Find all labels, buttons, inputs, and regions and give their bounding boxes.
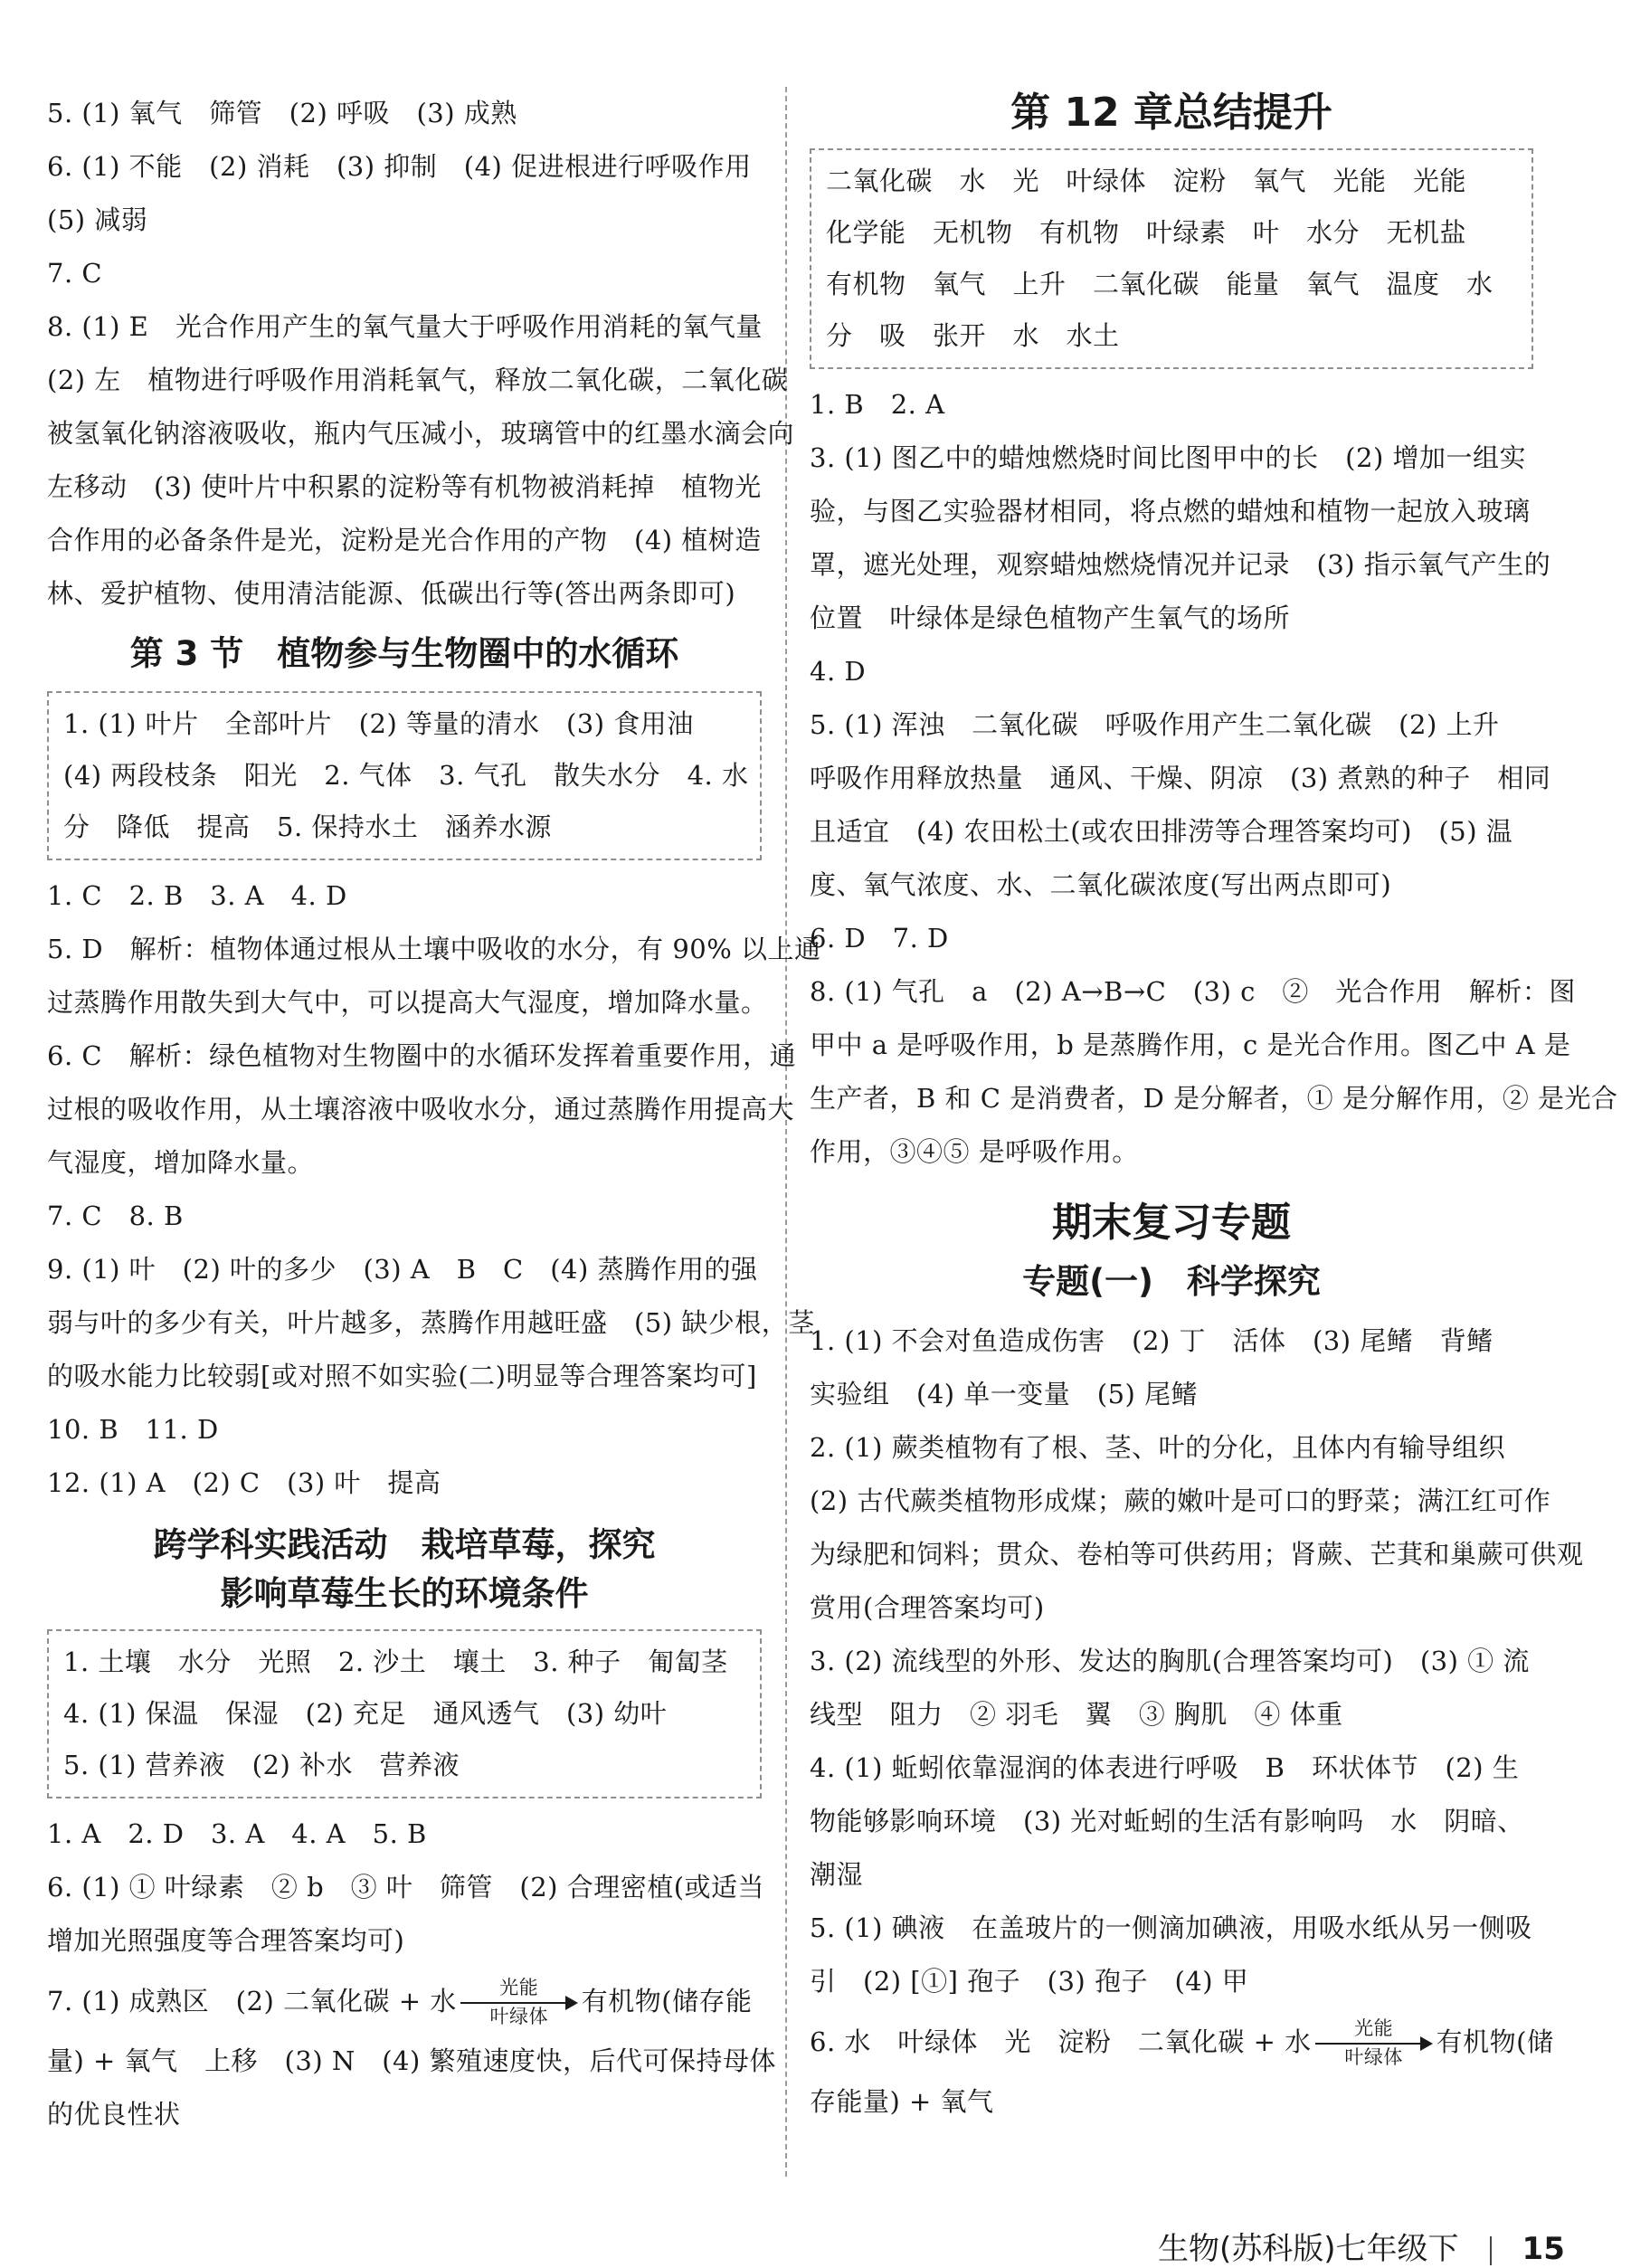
- answer-line: 赏用(合理答案均可): [810, 1592, 1045, 1623]
- practice-title-line1: 跨学科实践活动 栽培草莓，探究: [153, 1525, 656, 1564]
- answer-line: 作用，③④⑤ 是呼吸作用。: [810, 1136, 1139, 1167]
- answer-line: 罩，遮光处理，观察蜡烛燃烧情况并记录 (3) 指示氧气产生的: [810, 549, 1551, 580]
- answer-line: 物能够影响环境 (3) 光对蚯蚓的生活有影响吗 水 阴暗、: [810, 1806, 1524, 1836]
- answer-line: 1. (1) 不会对鱼造成伤害 (2) 丁 活体 (3) 尾鳍 背鳍: [810, 1325, 1494, 1356]
- answer-line: 8. (1) 气孔 a (2) A→B→C (3) c ② 光合作用 解析：图: [810, 976, 1576, 1007]
- box-line: 1. (1) 叶片 全部叶片 (2) 等量的清水 (3) 食用油: [63, 708, 694, 739]
- box-line: 1. 土壤 水分 光照 2. 沙土 壤土 3. 种子 匍匐茎: [63, 1646, 728, 1677]
- answer-line: 林、爱护植物、使用清洁能源、低碳出行等(答出两条即可): [47, 578, 736, 609]
- answer-line: 2. (1) 蕨类植物有了根、茎、叶的分化，且体内有输导组织: [810, 1432, 1506, 1463]
- answer-line: 量) + 氧气 上移 (3) N (4) 繁殖速度快，后代可保持母体: [47, 2045, 777, 2076]
- photosynthesis-arrow: [460, 1977, 578, 2027]
- equation-suffix: 有机物(储: [1436, 2026, 1554, 2057]
- photosynthesis-arrow: [1315, 2017, 1433, 2068]
- answer-line: 左移动 (3) 使叶片中积累的淀粉等有机物被消耗掉 植物光: [47, 471, 762, 502]
- answer-line: 5. (1) 氧气 筛管 (2) 呼吸 (3) 成熟: [47, 98, 517, 128]
- answer-line: 实验组 (4) 单一变量 (5) 尾鳍: [810, 1379, 1199, 1409]
- answer-line: 6. (1) 不能 (2) 消耗 (3) 抑制 (4) 促进根进行呼吸作用: [47, 151, 752, 182]
- answer-line: 1. A 2. D 3. A 4. A 5. B: [47, 1818, 427, 1849]
- answer-line: 弱与叶的多少有关，叶片越多，蒸腾作用越旺盛 (5) 缺少根，茎: [47, 1307, 815, 1338]
- page-footer: [1158, 2224, 1565, 2268]
- answer-line: 且适宜 (4) 农田松土(或农田排涝等合理答案均可) (5) 温: [810, 816, 1513, 847]
- box-line: 二氧化碳 水 光 叶绿体 淀粉 氧气 光能 光能: [826, 166, 1467, 196]
- subject-label: 生物(苏科版)七年级下: [1158, 2231, 1459, 2267]
- equation-prefix: 6. 水 叶绿体 光 淀粉 二氧化碳 + 水: [810, 2026, 1312, 2057]
- practice-title-line2: 影响草莓生长的环境条件: [220, 1574, 589, 1613]
- answer-line: 5. D 解析：植物体通过根从土壤中吸收的水分，有 90% 以上通: [47, 934, 821, 964]
- footer-separator: [1490, 2236, 1492, 2265]
- answer-line: 3. (1) 图乙中的蜡烛燃烧时间比图甲中的长 (2) 增加一组实: [810, 442, 1526, 473]
- answer-line: 过根的吸收作用，从土壤溶液中吸收水分，通过蒸腾作用提高大: [47, 1094, 795, 1125]
- answer-line: 的优良性状: [47, 2099, 181, 2130]
- arrow-bottom-label: 叶绿体: [1344, 2046, 1403, 2068]
- answer-line: 12. (1) A (2) C (3) 叶 提高: [47, 1467, 441, 1498]
- box-line: 4. (1) 保温 保湿 (2) 充足 通风透气 (3) 幼叶: [63, 1698, 668, 1729]
- arrow-shaft: [1315, 2043, 1422, 2045]
- box-line: 化学能 无机物 有机物 叶绿素 叶 水分 无机盐: [826, 217, 1467, 248]
- answer-line: 7. C: [47, 258, 103, 289]
- answer-line: 1. C 2. B 3. A 4. D: [47, 880, 347, 911]
- equation-prefix: 7. (1) 成熟区 (2) 二氧化碳 + 水: [47, 1986, 457, 2017]
- answer-line: 6. C 解析：绿色植物对生物圈中的水循环发挥着重要作用，通: [47, 1040, 797, 1071]
- answer-line: 气湿度，增加降水量。: [47, 1147, 315, 1178]
- right-column: [810, 87, 1618, 2129]
- answer-line: 合作用的必备条件是光，淀粉是光合作用的产物 (4) 植树造: [47, 525, 762, 555]
- answer-line-equation: [810, 2008, 1554, 2075]
- answer-line: 位置 叶绿体是绿色植物产生氧气的场所: [810, 603, 1291, 633]
- box-line: 5. (1) 营养液 (2) 补水 营养液: [63, 1750, 460, 1780]
- answer-line: 引 (2) [①] 孢子 (3) 孢子 (4) 甲: [810, 1966, 1249, 1997]
- box-line: (4) 两段枝条 阳光 2. 气体 3. 气孔 散失水分 4. 水: [63, 760, 749, 791]
- box-line: 有机物 氧气 上升 二氧化碳 能量 氧气 温度 水: [826, 269, 1494, 299]
- answer-line: 6. (1) ① 叶绿素 ② b ③ 叶 筛管 (2) 合理密植(或适当: [47, 1872, 765, 1903]
- box-line: 分 降低 提高 5. 保持水土 涵养水源: [63, 811, 552, 842]
- answer-line: (5) 减弱: [47, 204, 148, 235]
- answer-line: 10. B 11. D: [47, 1414, 219, 1445]
- answer-line: 存能量) + 氧气: [810, 2086, 994, 2117]
- section-3-fill-box: [47, 691, 762, 860]
- answer-line: 过蒸腾作用散失到大气中，可以提高大气湿度，增加降水量。: [47, 987, 768, 1018]
- answer-line: 为绿肥和饲料；贯众、卷柏等可供药用；肾蕨、芒萁和巢蕨可供观: [810, 1539, 1584, 1570]
- answer-line: 3. (2) 流线型的外形、发达的胸肌(合理答案均可) (3) ① 流: [810, 1646, 1530, 1676]
- page-number: 15: [1522, 2231, 1565, 2267]
- answer-line: 验，与图乙实验器材相同，将点燃的蜡烛和植物一起放入玻璃: [810, 496, 1531, 527]
- final-review-title: 期末复习专题: [1052, 1200, 1291, 1246]
- arrow-top-label: 光能: [499, 1977, 539, 1998]
- practice-fill-box: [47, 1629, 762, 1798]
- answer-line: (2) 左 植物进行呼吸作用消耗氧气，释放二氧化碳，二氧化碳: [47, 365, 789, 395]
- answer-line: 5. (1) 碘液 在盖玻片的一侧滴加碘液，用吸水纸从另一侧吸: [810, 1912, 1532, 1943]
- chapter-12-fill-box: [810, 148, 1533, 369]
- answer-line: 度、氧气浓度、水、二氧化碳浓度(写出两点即可): [810, 869, 1392, 900]
- arrow-shaft: [460, 2002, 567, 2004]
- answer-line: 生产者，B 和 C 是消费者，D 是分解者，① 是分解作用，② 是光合: [810, 1083, 1618, 1114]
- answer-line: 线型 阻力 ② 羽毛 翼 ③ 胸肌 ④ 体重: [810, 1699, 1343, 1730]
- answer-line: 潮湿: [810, 1859, 864, 1890]
- chapter-12-title: 第 12 章总结提升: [1010, 90, 1332, 136]
- arrow-bottom-label: 叶绿体: [489, 2006, 548, 2027]
- answer-line: 9. (1) 叶 (2) 叶的多少 (3) A B C (4) 蒸腾作用的强: [47, 1254, 758, 1285]
- answer-line: 4. D: [810, 656, 867, 687]
- arrow-top-label: 光能: [1354, 2017, 1394, 2039]
- answer-line: 被氢氧化钠溶液吸收，瓶内气压减小，玻璃管中的红墨水滴会向: [47, 418, 795, 449]
- answer-line: 7. C 8. B: [47, 1200, 184, 1231]
- answer-line: 5. (1) 浑浊 二氧化碳 呼吸作用产生二氧化碳 (2) 上升: [810, 709, 1500, 740]
- box-line: 分 吸 张开 水 水土: [826, 320, 1120, 351]
- answer-line-equation: [47, 1968, 762, 2035]
- answer-line: 的吸水能力比较弱[或对照不如实验(二)明显等合理答案均可]: [47, 1361, 757, 1391]
- answer-line: 增加光照强度等合理答案均可): [47, 1925, 405, 1956]
- equation-suffix: 有机物(储存能: [581, 1986, 753, 2017]
- left-column: [47, 87, 821, 2141]
- answer-line: 呼吸作用释放热量 通风、干燥、阴凉 (3) 煮熟的种子 相同: [810, 763, 1551, 793]
- answer-line: 4. (1) 蚯蚓依靠湿润的体表进行呼吸 B 环状体节 (2) 生: [810, 1752, 1520, 1783]
- answer-line: (2) 古代蕨类植物形成煤；蕨的嫩叶是可口的野菜；满江红可作: [810, 1485, 1551, 1516]
- topic-1-title: 专题(一) 科学探究: [1022, 1262, 1321, 1301]
- section-3-title: 第 3 节 植物参与生物圈中的水循环: [129, 634, 679, 673]
- answer-line: 1. B 2. A: [810, 389, 945, 420]
- answer-line: 甲中 a 是呼吸作用，b 是蒸腾作用，c 是光合作用。图乙中 A 是: [810, 1030, 1571, 1060]
- column-divider: [785, 87, 787, 2177]
- answer-line: 8. (1) E 光合作用产生的氧气量大于呼吸作用消耗的氧气量: [47, 311, 763, 342]
- answer-line: 6. D 7. D: [810, 923, 949, 954]
